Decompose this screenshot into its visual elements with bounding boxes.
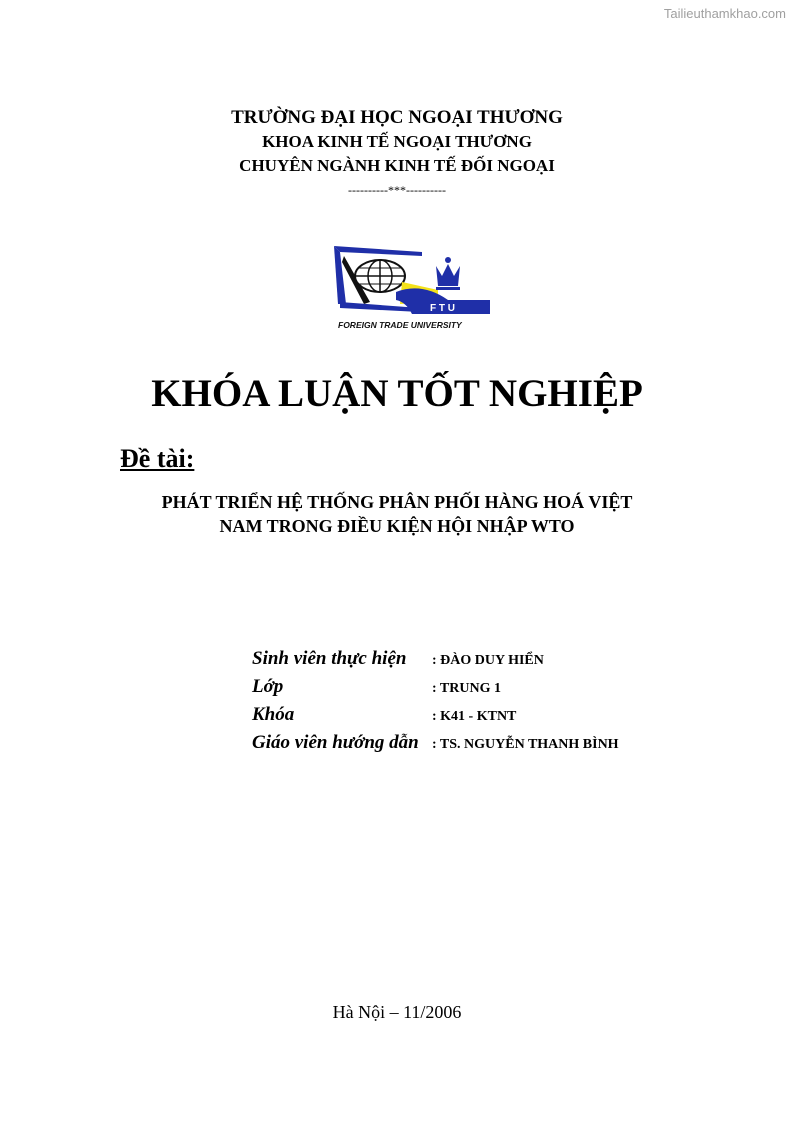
info-row-course <box>252 704 619 732</box>
topic-block <box>0 490 794 538</box>
university-name: TRƯỜNG ĐẠI HỌC NGOẠI THƯƠNG <box>231 107 563 128</box>
info-value: : K41 - KTNT <box>432 709 517 724</box>
info-row-supervisor <box>252 732 619 760</box>
info-value: : TRUNG 1 <box>432 681 501 696</box>
watermark-text: Tailieuthamkhao.com <box>663 6 786 21</box>
faculty-name: KHOA KINH TẾ NGOẠI THƯƠNG <box>262 132 532 151</box>
place-date: Hà Nội – 11/2006 <box>332 1002 462 1022</box>
info-label: Sinh viên thực hiện <box>252 648 407 669</box>
info-row-class <box>252 676 619 704</box>
logo-caption: FOREIGN TRADE UNIVERSITY <box>338 320 462 330</box>
major-name: CHUYÊN NGÀNH KINH TẾ ĐỐI NGOẠI <box>239 156 555 175</box>
info-label: Giáo viên hướng dẫn <box>252 732 419 753</box>
header-block <box>0 106 794 198</box>
thesis-title: KHÓA LUẬN TỐT NGHIỆP <box>151 372 643 415</box>
logo-badge: F T U <box>430 303 455 314</box>
header-separator: ----------***---------- <box>348 183 446 197</box>
info-label: Lớp <box>252 676 284 697</box>
info-value: : TS. NGUYỄN THANH BÌNH <box>432 737 619 752</box>
info-table <box>252 648 619 760</box>
info-value: : ĐÀO DUY HIỂN <box>432 653 544 668</box>
ftu-logo-icon <box>330 242 490 332</box>
topic-line: PHÁT TRIỂN HỆ THỐNG PHÂN PHỐI HÀNG HOÁ VIỆT <box>161 492 633 512</box>
topic-label: Đề tài: <box>120 444 195 473</box>
info-row-student <box>252 648 619 676</box>
info-label: Khóa <box>252 704 295 725</box>
topic-line: NAM TRONG ĐIỀU KIỆN HỘI NHẬP WTO <box>219 516 575 536</box>
